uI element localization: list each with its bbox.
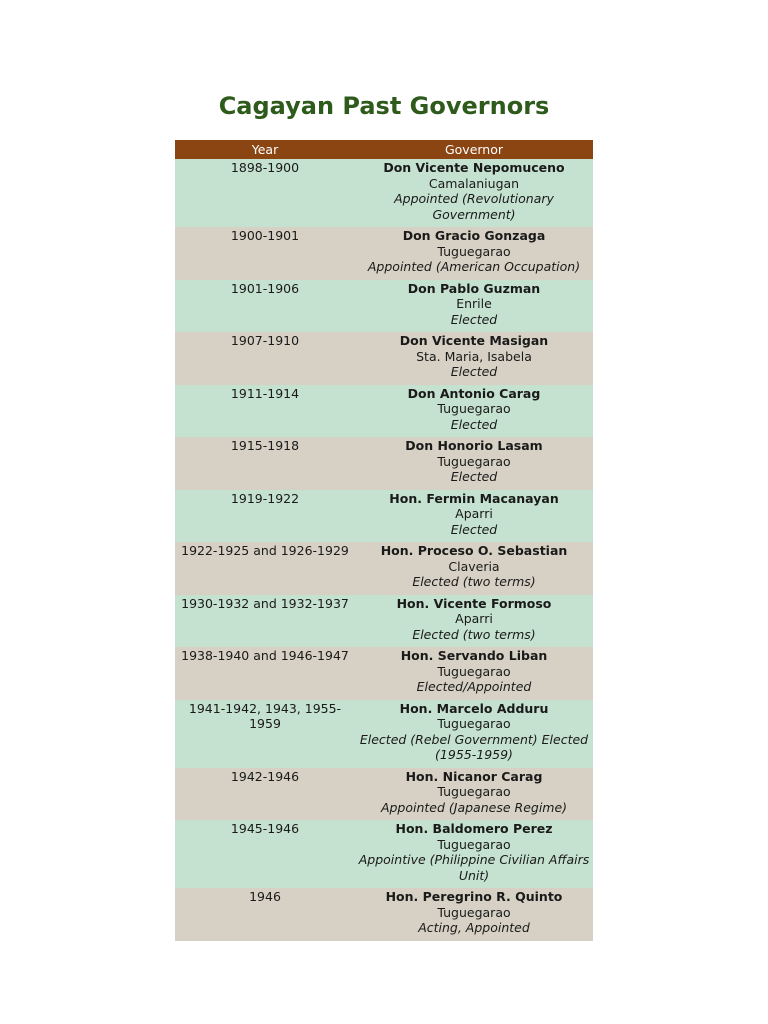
governor-hometown: Tuguegarao xyxy=(437,663,511,679)
governor-name: Don Honorio Lasam xyxy=(405,438,543,453)
governor-hometown: Claveria xyxy=(448,558,500,574)
table-row xyxy=(175,280,593,333)
governor-name: Hon. Peregrino R. Quinto xyxy=(385,889,563,904)
governor-name: Hon. Marcelo Adduru xyxy=(399,700,549,716)
governor-cell xyxy=(355,490,593,543)
governor-cell xyxy=(355,437,593,490)
governor-cell xyxy=(355,647,593,700)
table-row xyxy=(175,820,593,888)
governor-cell xyxy=(355,595,593,648)
governor-cell xyxy=(355,700,593,768)
governor-hometown: Aparri xyxy=(455,611,493,626)
year-cell: 1942-1946 xyxy=(175,768,355,821)
governor-name: Hon. Proceso O. Sebastian xyxy=(380,543,568,558)
page-title: Cagayan Past Governors xyxy=(218,92,550,120)
governor-hometown: Tuguegarao xyxy=(437,716,511,731)
table-row xyxy=(175,647,593,700)
governor-name: Don Gracio Gonzaga xyxy=(402,228,546,243)
governor-hometown: Tuguegarao xyxy=(437,401,511,416)
governor-term-note: Elected/Appointed xyxy=(416,679,532,694)
table-row xyxy=(175,490,593,543)
year-cell: 1907-1910 xyxy=(175,332,355,385)
governor-cell xyxy=(355,385,593,438)
governor-cell xyxy=(355,332,593,385)
governor-cell xyxy=(355,227,593,280)
governor-hometown: Tuguegarao xyxy=(437,836,511,852)
table-row xyxy=(175,595,593,648)
year-cell: 1945-1946 xyxy=(175,820,355,888)
year-cell: 1901-1906 xyxy=(175,280,355,333)
governor-term-note: Elected xyxy=(450,416,498,432)
year-cell: 1911-1914 xyxy=(175,385,355,438)
governor-term-note: Elected (Rebel Government) Elected (1955-1959) xyxy=(359,731,589,762)
table-row xyxy=(175,888,593,941)
governor-hometown: Tuguegarao xyxy=(437,784,511,799)
governor-term-note: Appointed (Revolutionary Government) xyxy=(394,191,554,222)
governor-cell xyxy=(355,888,593,941)
year-cell: 1938-1940 and 1946-1947 xyxy=(175,647,355,700)
governor-cell xyxy=(355,820,593,888)
governor-name: Hon. Vicente Formoso xyxy=(396,595,552,611)
year-cell: 1946 xyxy=(175,888,355,941)
governor-name: Don Antonio Carag xyxy=(407,385,541,401)
governor-term-note: Elected xyxy=(450,521,498,537)
year-cell: 1915-1918 xyxy=(175,437,355,490)
governor-hometown: Tuguegarao xyxy=(437,453,511,469)
governor-cell xyxy=(355,159,593,227)
governor-name: Don Pablo Guzman xyxy=(407,280,541,296)
governor-cell xyxy=(355,280,593,333)
table-row xyxy=(175,437,593,490)
table-row xyxy=(175,768,593,821)
governor-name: Don Vicente Masigan xyxy=(399,333,549,348)
governor-term-note: Acting, Appointed xyxy=(418,920,530,935)
governor-name: Don Vicente Nepomuceno xyxy=(383,160,565,175)
governor-term-note: Elected xyxy=(450,311,498,327)
governor-term-note: Appointed (American Occupation) xyxy=(367,259,581,274)
year-cell: 1919-1922 xyxy=(175,490,355,543)
governor-hometown: Enrile xyxy=(456,296,492,311)
table-header-row xyxy=(175,140,593,159)
governor-name: Hon. Baldomero Perez xyxy=(395,821,553,836)
governor-term-note: Elected xyxy=(450,364,498,379)
table-row xyxy=(175,385,593,438)
governor-term-note: Elected (two terms) xyxy=(412,626,536,642)
year-cell: 1900-1901 xyxy=(175,227,355,280)
governor-cell xyxy=(355,768,593,821)
year-column-header: Year xyxy=(175,140,355,159)
governor-hometown: Tuguegarao xyxy=(437,904,511,920)
table-row xyxy=(175,227,593,280)
table-row xyxy=(175,159,593,227)
governor-hometown: Sta. Maria, Isabela xyxy=(416,348,532,364)
governor-column-header: Governor xyxy=(355,140,593,159)
table-row xyxy=(175,700,593,768)
year-cell: 1930-1932 and 1932-1937 xyxy=(175,595,355,648)
governor-name: Hon. Nicanor Carag xyxy=(405,768,543,784)
governor-term-note: Elected xyxy=(450,469,498,484)
table-row xyxy=(175,332,593,385)
governor-name: Hon. Servando Liban xyxy=(400,648,548,663)
year-cell: 1922-1925 and 1926-1929 xyxy=(175,542,355,595)
table-body xyxy=(175,159,593,941)
table-row xyxy=(175,542,593,595)
governor-term-note: Appointed (Japanese Regime) xyxy=(380,799,568,815)
governor-hometown: Aparri xyxy=(455,506,493,521)
year-cell: 1941-1942, 1943, 1955-1959 xyxy=(175,700,355,768)
governor-term-note: Elected (two terms) xyxy=(412,574,536,589)
governor-term-note: Appointive (Philippine Civilian Affairs Unit) xyxy=(358,852,590,883)
governor-hometown: Camalaniugan xyxy=(428,175,520,191)
governor-cell xyxy=(355,542,593,595)
governors-table xyxy=(175,140,593,941)
governor-name: Hon. Fermin Macanayan xyxy=(389,490,559,506)
year-cell: 1898-1900 xyxy=(175,159,355,227)
governor-hometown: Tuguegarao xyxy=(437,243,511,259)
